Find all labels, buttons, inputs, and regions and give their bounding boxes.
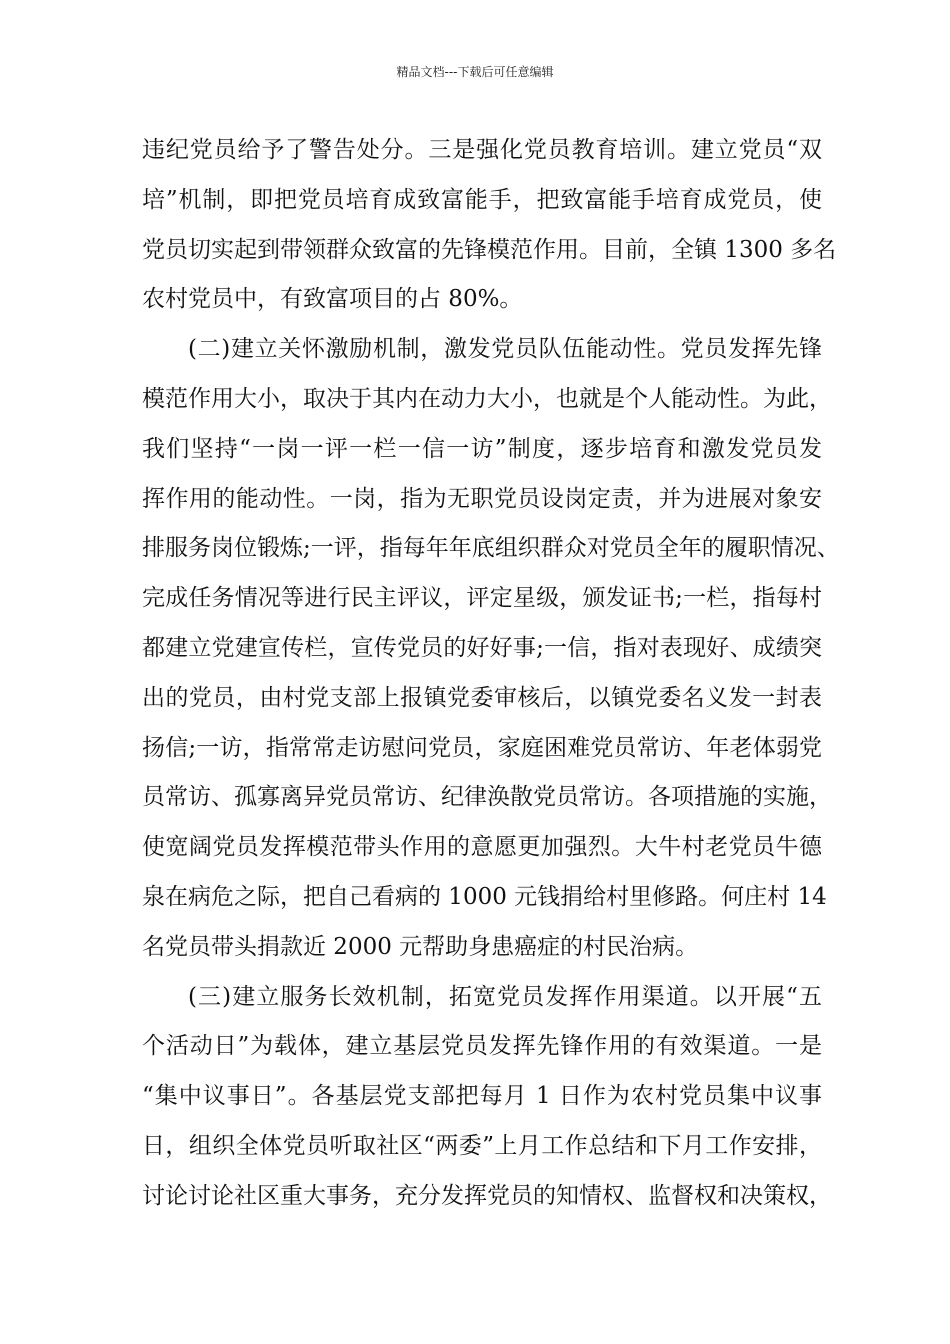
text-line-22: 讨论讨论社区重大事务，充分发挥党员的知情权、监督权和决策权， bbox=[142, 1182, 832, 1209]
text-line-20: “集中议事日”。各基层党支部把每月 1 日作为农村党员集中议事 bbox=[142, 1083, 822, 1110]
text-line-15: 使宽阔党员发挥模范带头作用的意愿更加强烈。大牛村老党员牛德 bbox=[142, 834, 822, 861]
text-line-21: 日，组织全体党员听取社区“两委”上月工作总结和下月工作安排， bbox=[142, 1132, 822, 1159]
text-line-18: (三)建立服务长效机制，拓宽党员发挥作用渠道。以开展“五 bbox=[188, 983, 822, 1010]
text-line-5: (二)建立关怀激励机制，激发党员队伍能动性。党员发挥先锋 bbox=[188, 336, 822, 363]
text-line-7: 我们坚持“一岗一评一栏一信一访”制度，逐步培育和激发党员发 bbox=[142, 435, 822, 462]
text-line-17: 名党员带头捐款近 2000 元帮助身患癌症的村民治病。 bbox=[142, 933, 699, 960]
document-body bbox=[142, 126, 840, 1222]
text-line-16: 泉在病危之际，把自己看病的 1000 元钱捐给村里修路。何庄村 14 bbox=[142, 883, 827, 910]
text-line-9: 排服务岗位锻炼;一评，指每年年底组织群众对党员全年的履职情况、 bbox=[142, 535, 840, 562]
text-line-10: 完成任务情况等进行民主评议，评定星级，颁发证书;一栏，指每村 bbox=[142, 585, 822, 612]
text-line-3: 党员切实起到带领群众致富的先锋模范作用。目前，全镇 1300 多名 bbox=[142, 236, 837, 263]
text-line-14: 员常访、孤寡离异党员常访、纪律涣散党员常访。各项措施的实施， bbox=[142, 784, 832, 811]
text-line-19: 个活动日”为载体，建立基层党员发挥先锋作用的有效渠道。一是 bbox=[142, 1033, 822, 1060]
text-line-2: 培”机制，即把党员培育成致富能手，把致富能手培育成党员，使 bbox=[142, 186, 822, 213]
page-header: 精品文档---下载后可任意编辑 bbox=[396, 65, 554, 79]
text-line-13: 扬信;一访，指常常走访慰问党员，家庭困难党员常访、年老体弱党 bbox=[142, 734, 822, 761]
text-line-6: 模范作用大小，取决于其内在动力大小，也就是个人能动性。为此， bbox=[142, 385, 832, 412]
text-line-12: 出的党员，由村党支部上报镇党委审核后，以镇党委名义发一封表 bbox=[142, 684, 822, 711]
text-line-4: 农村党员中，有致富项目的占 80%。 bbox=[142, 286, 523, 313]
text-line-1: 违纪党员给予了警告处分。三是强化党员教育培训。建立党员“双 bbox=[142, 137, 822, 163]
text-line-11: 都建立党建宣传栏，宣传党员的好好事;一信，指对表现好、成绩突 bbox=[142, 634, 822, 661]
text-line-8: 挥作用的能动性。一岗，指为无职党员设岗定责，并为进展对象安 bbox=[142, 485, 822, 512]
